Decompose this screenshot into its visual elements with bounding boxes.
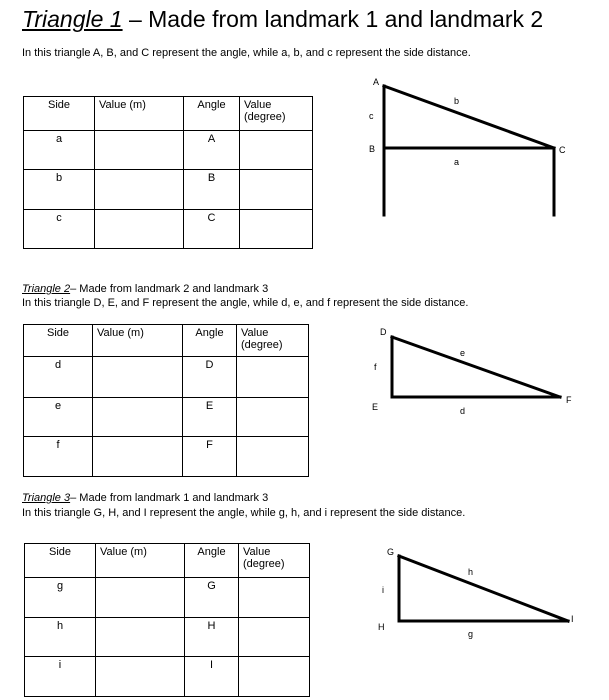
table-row [24,170,313,210]
vertex-b-label: B [369,144,376,154]
table-header-row [25,544,310,578]
header-value-degree: Value (degree) [237,325,309,357]
triangle3-table [24,543,310,697]
triangle1-diagram [360,75,580,220]
side-cell: h [25,618,96,657]
value-degree-input[interactable] [239,618,310,657]
side-cell: a [24,131,95,170]
table-header-row [24,97,313,131]
vertex-i-label: I [571,614,574,624]
table-row [24,437,309,477]
value-m-input[interactable] [96,618,185,657]
table-header-row [24,325,309,357]
side-h-line [399,556,568,621]
value-degree-input[interactable] [237,398,309,437]
triangle2-diagram [360,322,580,422]
side-e-line [392,337,560,397]
side-d-label: d [460,406,466,416]
value-m-input[interactable] [93,437,183,477]
value-degree-input[interactable] [239,657,310,697]
side-h-label: h [468,567,474,577]
side-c-label: c [369,111,374,121]
table-row [24,210,313,249]
side-a-label: a [454,157,460,167]
header-side: Side [25,544,96,578]
side-cell: d [24,357,93,398]
angle-cell: G [185,578,239,618]
value-m-input[interactable] [96,578,185,618]
side-cell: i [25,657,96,697]
value-m-input[interactable] [95,170,184,210]
vertex-f-label: F [566,395,572,405]
triangle3-title-rest: – Made from landmark 1 and landmark 3 [70,492,269,504]
triangle2-description: In this triangle D, E, and F represent the angle, while d, e, and f represent the side distance. [22,297,469,309]
vertex-c-label: C [559,145,566,155]
side-f-label: f [374,362,377,372]
value-degree-input[interactable] [237,437,309,477]
side-cell: f [24,437,93,477]
value-m-input[interactable] [95,131,184,170]
side-i-label: i [382,585,384,595]
angle-cell: B [184,170,240,210]
triangle2-title [22,283,268,295]
triangle3-description: In this triangle G, H, and I represent the angle, while g, h, and i represent the side distance. [22,507,466,519]
vertex-g-label: G [387,547,395,557]
angle-cell: H [185,618,239,657]
angle-cell: A [184,131,240,170]
value-m-input[interactable] [93,398,183,437]
vertex-a-label: A [373,77,380,87]
header-value-degree: Value (degree) [239,544,310,578]
table-row [24,398,309,437]
side-g-label: g [468,629,474,639]
header-side: Side [24,325,93,357]
header-value-m: Value (m) [95,97,184,131]
side-cell: e [24,398,93,437]
value-degree-input[interactable] [239,578,310,618]
value-m-input[interactable] [93,357,183,398]
angle-cell: F [183,437,237,477]
side-b-line [384,86,554,148]
triangle1-title [22,6,543,33]
value-degree-input[interactable] [237,357,309,398]
triangle2-title-rest: – Made from landmark 2 and landmark 3 [70,283,269,295]
value-degree-input[interactable] [240,131,313,170]
header-angle: Angle [184,97,240,131]
table-row [25,618,310,657]
vertex-d-label: D [380,327,387,337]
value-m-input[interactable] [95,210,184,249]
triangle1-title-name: Triangle 1 [22,6,123,32]
side-cell: g [25,578,96,618]
triangle1-title-rest: – Made from landmark 1 and landmark 2 [122,6,544,32]
triangle1-table [23,96,313,249]
table-row [24,357,309,398]
triangle2-title-name: Triangle 2 [22,283,71,295]
angle-cell: E [183,398,237,437]
triangle3-title [22,492,268,504]
side-cell: b [24,170,95,210]
header-value-m: Value (m) [93,325,183,357]
triangle3-title-name: Triangle 3 [22,492,71,504]
vertex-e-label: E [372,402,379,412]
side-b-label: b [454,96,460,106]
side-cell: c [24,210,95,249]
header-side: Side [24,97,95,131]
header-value-degree: Value (degree) [240,97,313,131]
table-row [24,131,313,170]
angle-cell: C [184,210,240,249]
vertex-h-label: H [378,622,385,632]
triangle1-description: In this triangle A, B, and C represent the angle, while a, b, and c represent the side distance. [22,47,471,59]
angle-cell: D [183,357,237,398]
header-angle: Angle [185,544,239,578]
value-m-input[interactable] [96,657,185,697]
value-degree-input[interactable] [240,170,313,210]
header-value-m: Value (m) [96,544,185,578]
header-angle: Angle [183,325,237,357]
table-row [25,657,310,697]
triangle2-table [23,324,309,477]
angle-cell: I [185,657,239,697]
triangle3-diagram [360,541,580,646]
value-degree-input[interactable] [240,210,313,249]
side-e-label: e [460,348,466,358]
table-row [25,578,310,618]
